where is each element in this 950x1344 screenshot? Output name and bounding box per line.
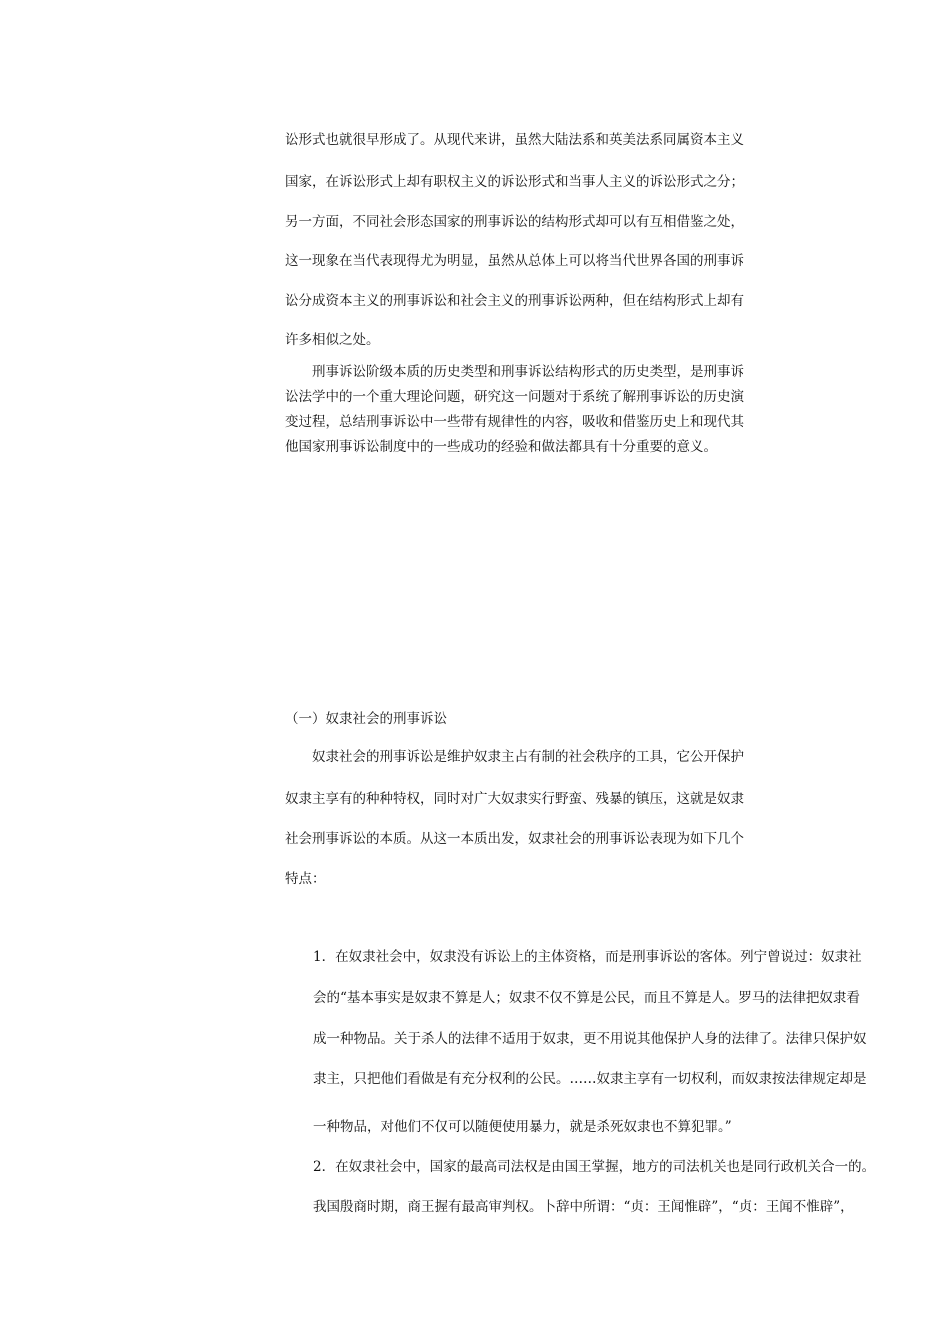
text-line: 讼分成资本主义的刑事诉讼和社会主义的刑事诉讼两种，但在结构形式上却有	[285, 293, 744, 309]
text-line: 1．在奴隶社会中，奴隶没有诉讼上的主体资格，而是刑事诉讼的客体。列宁曾说过：奴隶社	[313, 949, 862, 965]
text-line: 国家，在诉讼形式上却有职权主义的诉讼形式和当事人主义的诉讼形式之分；	[285, 174, 744, 190]
text-line: 许多相似之处。	[285, 332, 380, 348]
text-line: 会的“基本事实是奴隶不算是人；奴隶不仅不算是公民，而且不算是人。罗马的法律把奴隶看	[313, 990, 860, 1006]
text-line: 讼形式也就很早形成了。从现代来讲，虽然大陆法系和英美法系同属资本主义	[285, 132, 744, 148]
text-line: 隶主，只把他们看做是有充分权利的公民。……奴隶主享有一切权利，而奴隶按法律规定却是	[313, 1071, 867, 1087]
text-line: 社会刑事诉讼的本质。从这一本质出发，奴隶社会的刑事诉讼表现为如下几个	[285, 831, 744, 847]
text-line: 奴隶主享有的种种特权，同时对广大奴隶实行野蛮、残暴的镇压，这就是奴隶	[285, 791, 744, 807]
text-line: 成一种物品。关于杀人的法律不适用于奴隶，更不用说其他保护人身的法律了。法律只保护奴	[313, 1031, 867, 1047]
text-line: 另一方面，不同社会形态国家的刑事诉讼的结构形式却可以有互相借鉴之处，	[285, 214, 744, 230]
text-line: 奴隶社会的刑事诉讼是维护奴隶主占有制的社会秩序的工具，它公开保护	[285, 749, 744, 765]
text-line: 讼法学中的一个重大理论问题，研究这一问题对于系统了解刑事诉讼的历史演	[285, 389, 744, 405]
text-line: 2．在奴隶社会中，国家的最高司法权是由国王掌握，地方的司法机关也是同行政机关合一的。	[313, 1159, 876, 1175]
text-line: 刑事诉讼阶级本质的历史类型和刑事诉讼结构形式的历史类型，是刑事诉	[285, 364, 744, 380]
text-line: 他国家刑事诉讼制度中的一些成功的经验和做法都具有十分重要的意义。	[285, 439, 717, 455]
text-line: 变过程，总结刑事诉讼中一些带有规律性的内容，吸收和借鉴历史上和现代其	[285, 414, 744, 430]
text-line: 这一现象在当代表现得尤为明显，虽然从总体上可以将当代世界各国的刑事诉	[285, 253, 744, 269]
text-line: 我国殷商时期，商王握有最高审判权。卜辞中所谓：“贞：王闻惟辟”，“贞：王闻不惟辟”，	[313, 1199, 854, 1215]
section-heading: （一）奴隶社会的刑事诉讼	[285, 711, 447, 727]
text-line: 一种物品，对他们不仅可以随便使用暴力，就是杀死奴隶也不算犯罪。”	[313, 1119, 732, 1135]
text-line: 特点：	[285, 871, 326, 887]
